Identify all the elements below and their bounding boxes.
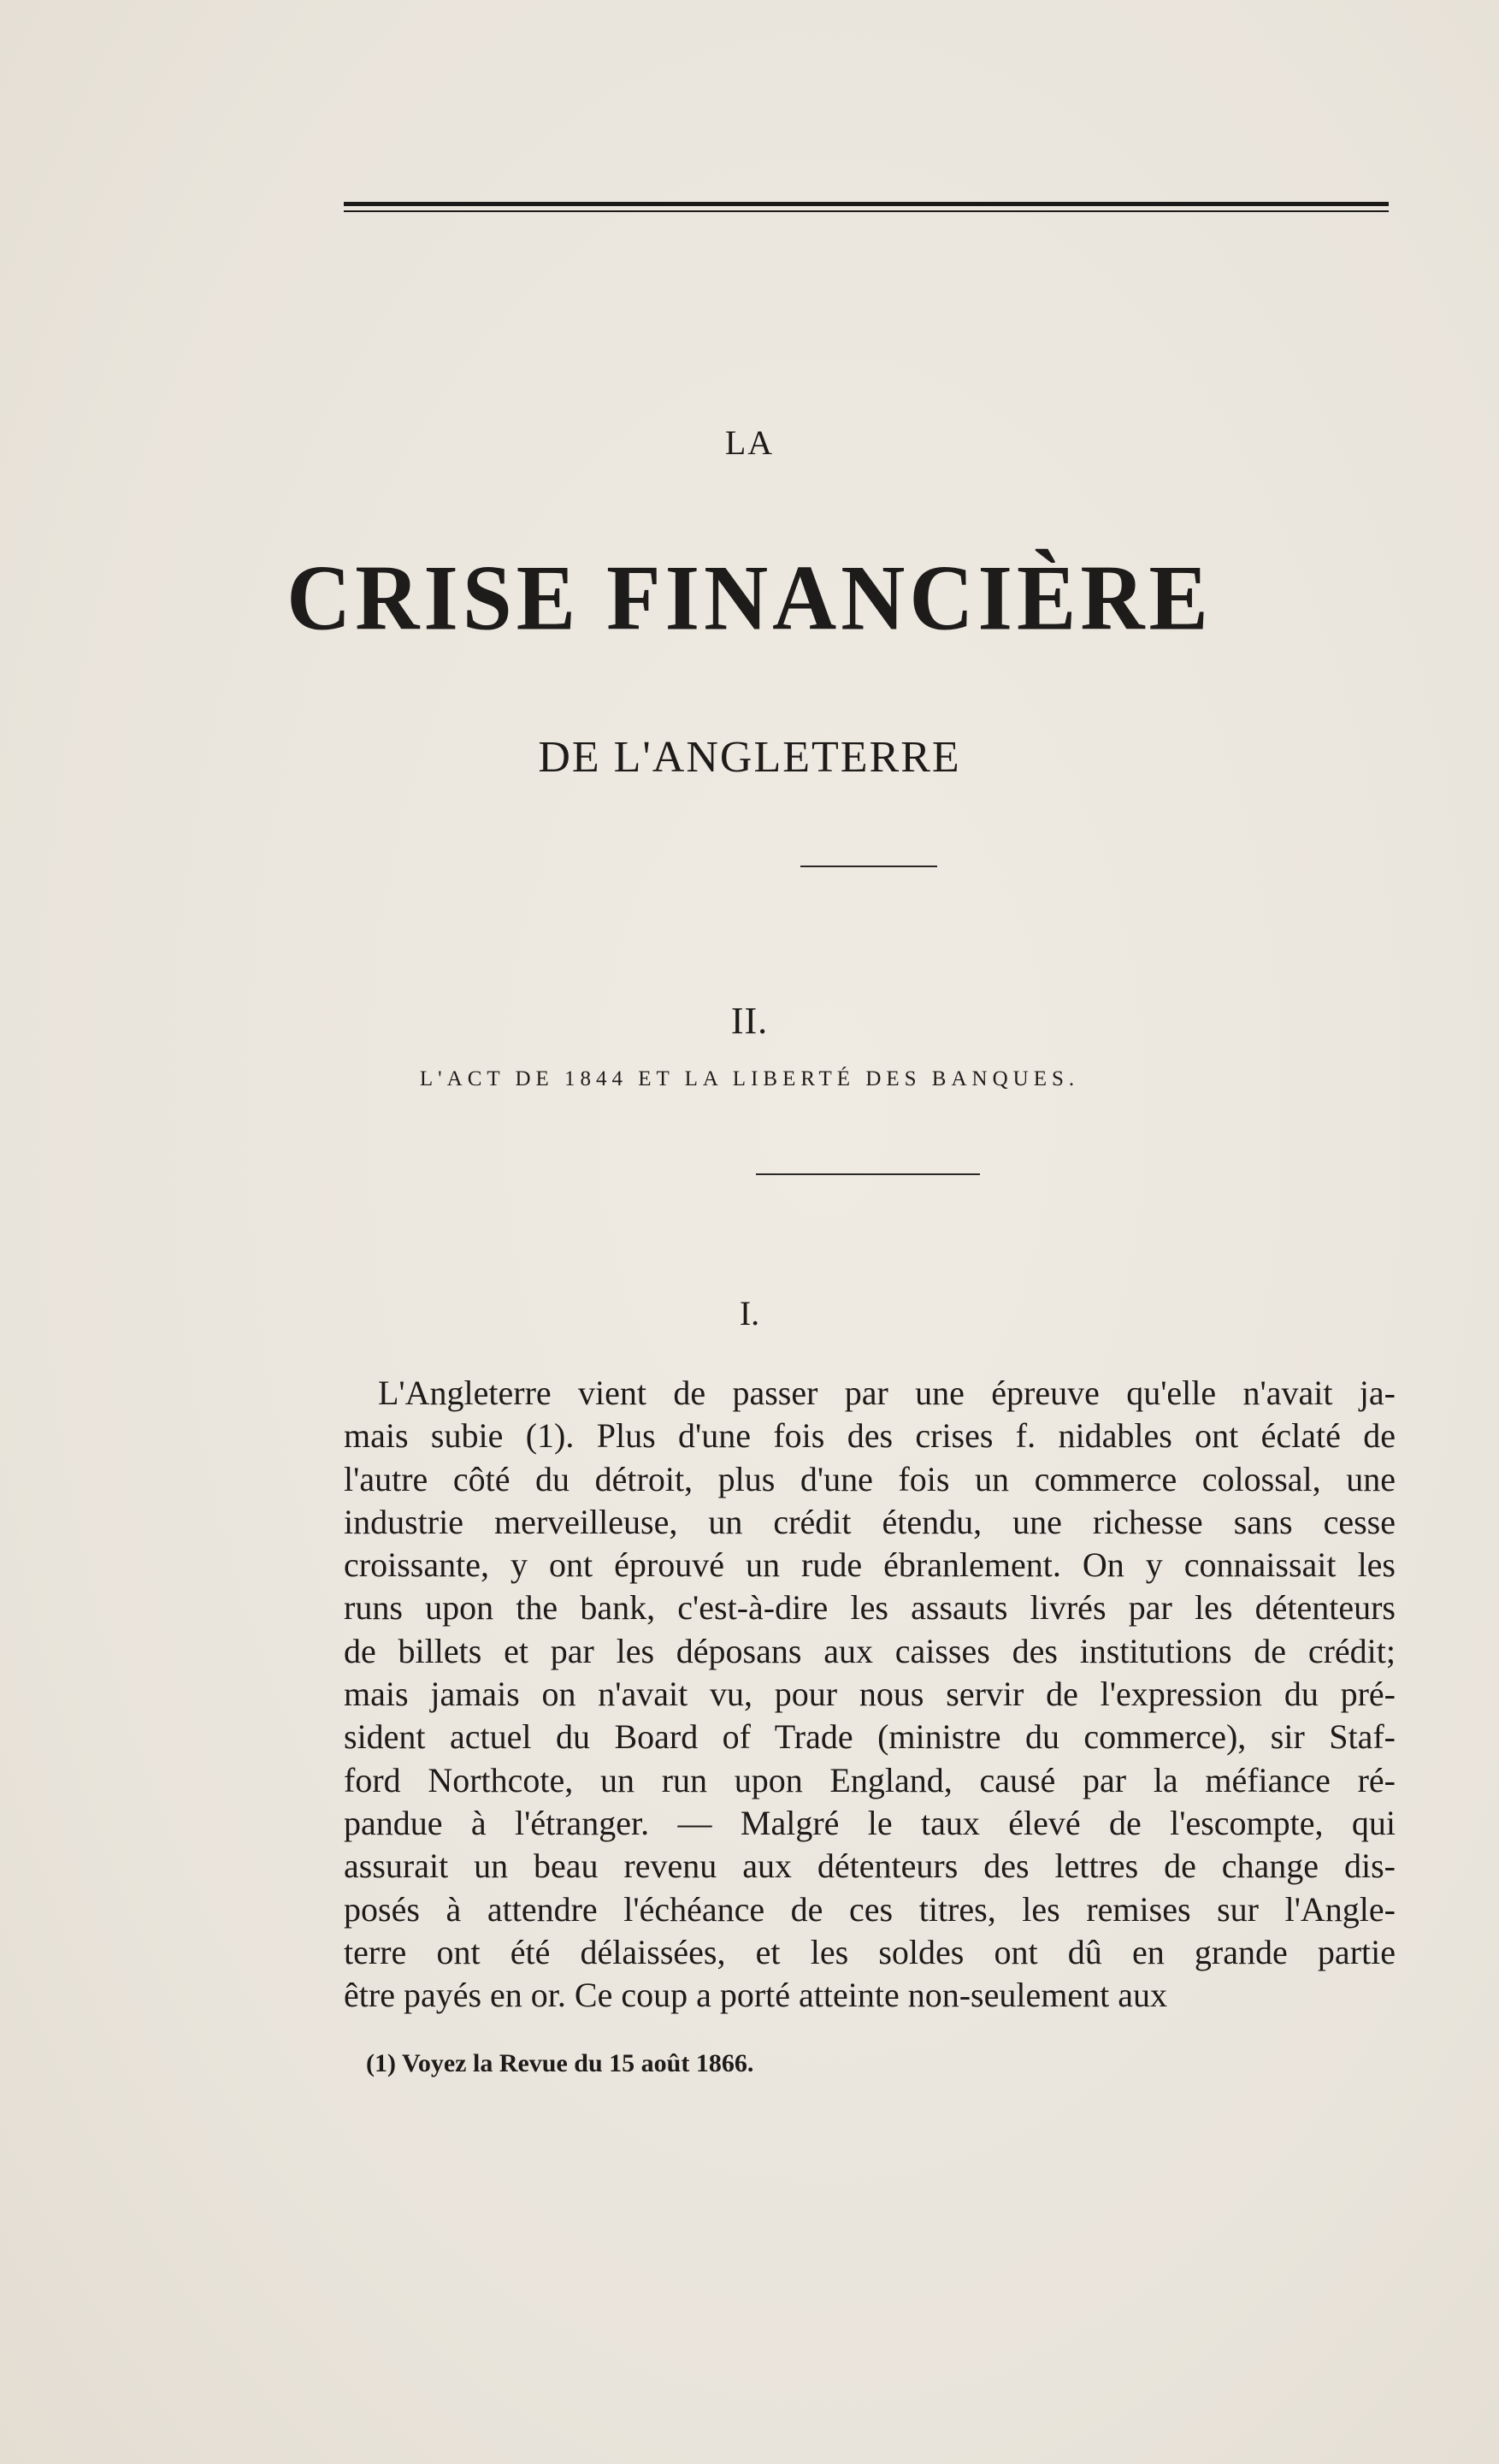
header-rule-thin [344,210,1389,212]
body-line: l'autre côté du détroit, plus d'une fois un commerce colossal, une [344,1459,1396,1498]
body-line: industrie merveilleuse, un crédit étendu, une richesse sans cesse [344,1502,1396,1541]
body-line: être payés en or. Ce coup a porté atteinte non-seulement aux [344,1976,1167,2015]
body-paragraph [344,1372,1396,2017]
body-line: mais jamais on n'avait vu, pour nous servir de l'expression du pré- [344,1675,1396,1714]
body-line: ford Northcote, un run upon England, causé par la méfiance ré- [344,1760,1396,1799]
body-line: mais subie (1). Plus d'une fois des crises f. nidables ont éclaté de [344,1416,1396,1456]
article-subtitle: DE L'ANGLETERRE [538,733,961,782]
body-line: de billets et par les déposans aux caisses des institutions de crédit; [344,1631,1396,1670]
body-line: croissante, y ont éprouvé un rude ébranlement. On y connaissait les [344,1545,1396,1585]
body-line: pandue à l'étranger. — Malgré le taux élevé de l'escompte, qui [344,1803,1396,1842]
part-heading: L'ACT DE 1844 ET LA LIBERTÉ DES BANQUES. [419,1067,1080,1090]
header-rule-thick [344,202,1389,206]
body-line: sident actuel du Board of Trade (ministre du commerce), sir Staf- [344,1717,1396,1757]
title-divider [800,866,937,867]
body-line: runs upon the bank, c'est-à-dire les assauts livrés par les détenteurs [344,1588,1396,1628]
part-divider [756,1173,980,1175]
body-line: assurait un beau revenu aux détenteurs des lettres de change dis- [344,1847,1396,1886]
part-number: II. [730,1000,769,1042]
footnote: (1) Voyez la Revue du 15 août 1866. [366,2049,754,2077]
article-pre-title: LA [724,423,775,462]
body-line: terre ont été délaissées, et les soldes ont dû en grande partie [344,1932,1396,1971]
body-line: posés à attendre l'échéance de ces titres, les remises sur l'Angle- [344,1889,1396,1929]
section-number: I. [739,1294,760,1332]
body-line: L'Angleterre vient de passer par une épreuve qu'elle n'avait ja- [378,1374,1396,1412]
article-title: CRISE FINANCIÈRE [286,547,1213,650]
